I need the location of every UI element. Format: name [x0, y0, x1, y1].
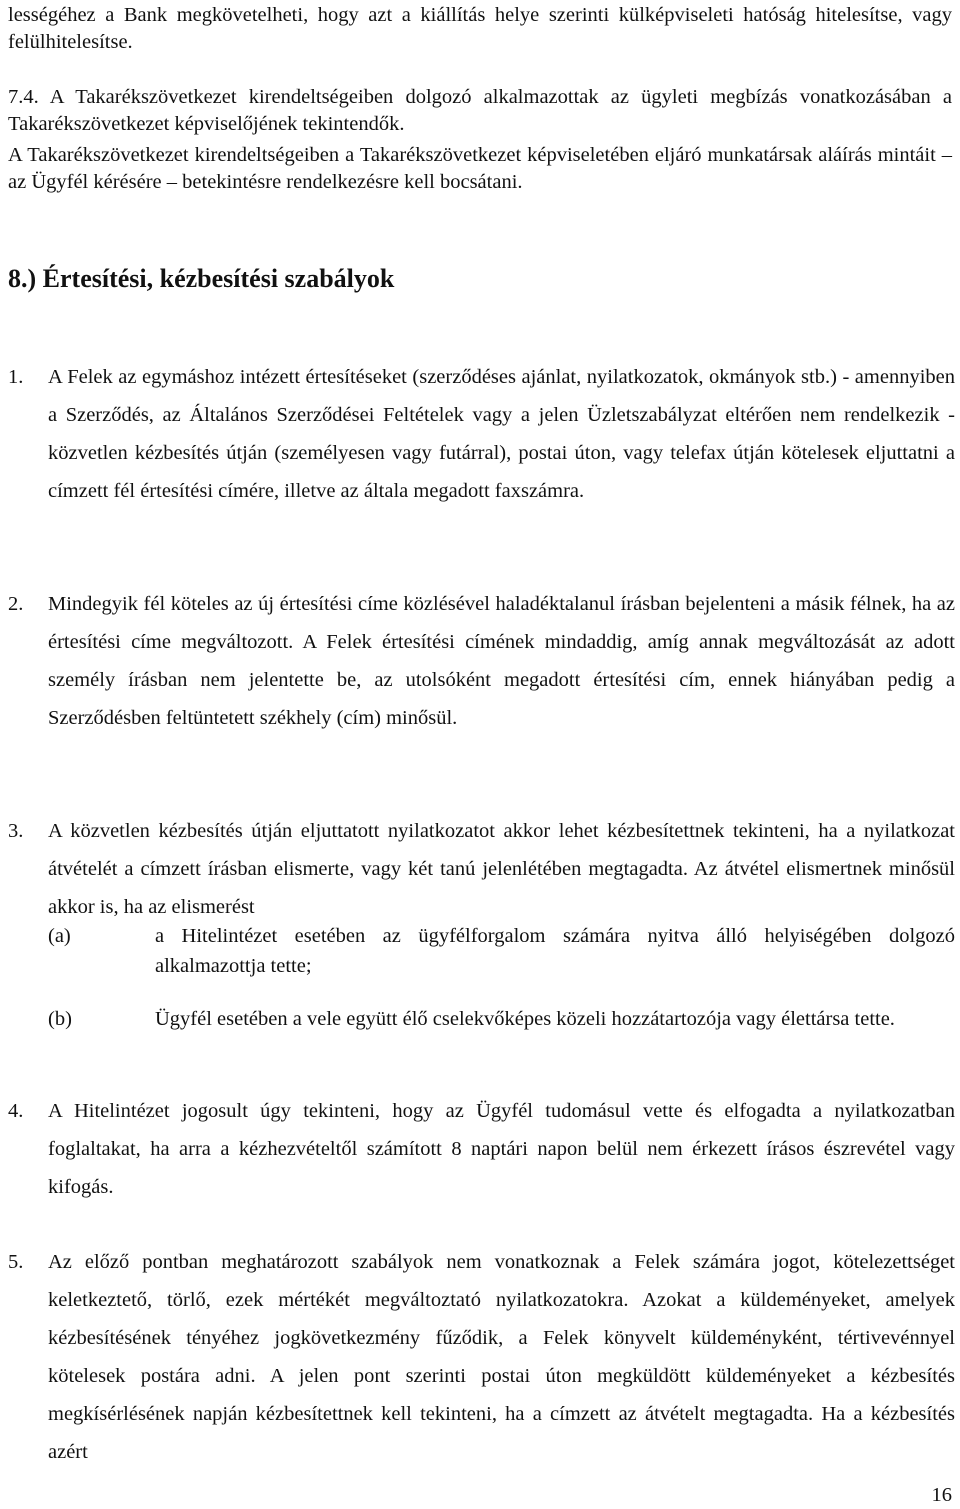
item-number: 1.	[8, 366, 24, 388]
intro-paragraph-1: lességéhez a Bank megkövetelheti, hogy azt a kiállítás helye szerinti külképviseleti hatóság hitelesítse, vagy felülhitelesítse.	[8, 4, 952, 53]
intro-paragraph-3: A Takarékszövetkezet kirendeltségeiben a Takarékszövetkezet képviseletében eljáró munkatársak aláírás mintáit – az Ügyfél kérésére – betekintésre rendelkezésre kell bocsátani.	[8, 144, 952, 193]
item-text: Az előző pontban meghatározott szabályok nem vonatkoznak a Felek számára jogot, kötelezettséget keletkeztető, törlő, ezek mértékét megváltoztató nyilatkozatokra. Azokat a küldeményeket, amelyek kézbesítésének tényéhez jogkövetkezmény fűződik, a Felek könyvelt küldeményként, tértivevénnyel kötelesek postára adni. A jelen pont szerinti postai úton megküldött küldeményeket a kézbesítés megkísérlésének napján kézbesítettnek kell tekinteni, ha a címzett az átvételt megtagadta. Ha a kézbesítés azért	[48, 1251, 955, 1463]
sub-item-label: (b)	[48, 1008, 72, 1030]
sub-item-text: Ügyfél esetében a vele együtt élő cselekvőképes közeli hozzátartozója vagy élettársa tette.	[155, 1008, 895, 1030]
item-text: A Felek az egymáshoz intézett értesítéseket (szerződéses ajánlat, nyilatkozatok, okmányok stb.) - amennyiben a Szerződés, az Általános Szerződései Feltételek vagy a jelen Üzletszabályzat eltérően nem rendelkezik - közvetlen kézbesítés útján (személyesen vagy futárral), postai úton, vagy telefax útján kötelesek eljuttatni a címzett fél értesítési címére, illetve az általa megadott faxszámra.	[48, 366, 955, 502]
item-text: A közvetlen kézbesítés útján eljuttatott nyilatkozatot akkor lehet kézbesítettnek tekinteni, ha a nyilatkozat átvételét a címzett írásban elismerte, vagy két tanú jelenlétében megtagadta. Az átvétel elismertnek minősül akkor is, ha az elismerést	[48, 820, 955, 918]
intro-paragraph-7-4: 7.4. A Takarékszövetkezet kirendeltségeiben dolgozó alkalmazottak az ügyleti megbízás vonatkozásában a Takarékszövetkezet képviselőjének tekintendők.	[8, 86, 952, 135]
item-text: Mindegyik fél köteles az új értesítési címe közlésével haladéktalanul írásban bejelenteni a másik félnek, ha az értesítési címe megváltozott. A Felek értesítési címének mindaddig, amíg annak megváltozását az adott személy írásban nem jelentette be, az utolsóként megadott értesítési cím, ennek hiányában pedig a Szerződésben feltüntetett székhely (cím) minősül.	[48, 593, 955, 729]
sub-item-text: a Hitelintézet esetében az ügyfélforgalom számára nyitva álló helyiségében dolgozó alkalmazottja tette;	[155, 925, 955, 977]
section-heading: 8.) Értesítési, kézbesítési szabályok	[8, 264, 395, 293]
item-number: 3.	[8, 820, 24, 842]
item-number: 4.	[8, 1100, 24, 1122]
item-number: 5.	[8, 1251, 24, 1273]
item-text: A Hitelintézet jogosult úgy tekinteni, hogy az Ügyfél tudomásul vette és elfogadta a nyilatkozatban foglaltakat, ha arra a kézhezvételtől számított 8 naptári napon belül nem érkezett írásos észrevétel vagy kifogás.	[48, 1100, 955, 1198]
item-number: 2.	[8, 593, 24, 615]
sub-item-label: (a)	[48, 925, 71, 947]
page-number: 16	[931, 1484, 952, 1506]
